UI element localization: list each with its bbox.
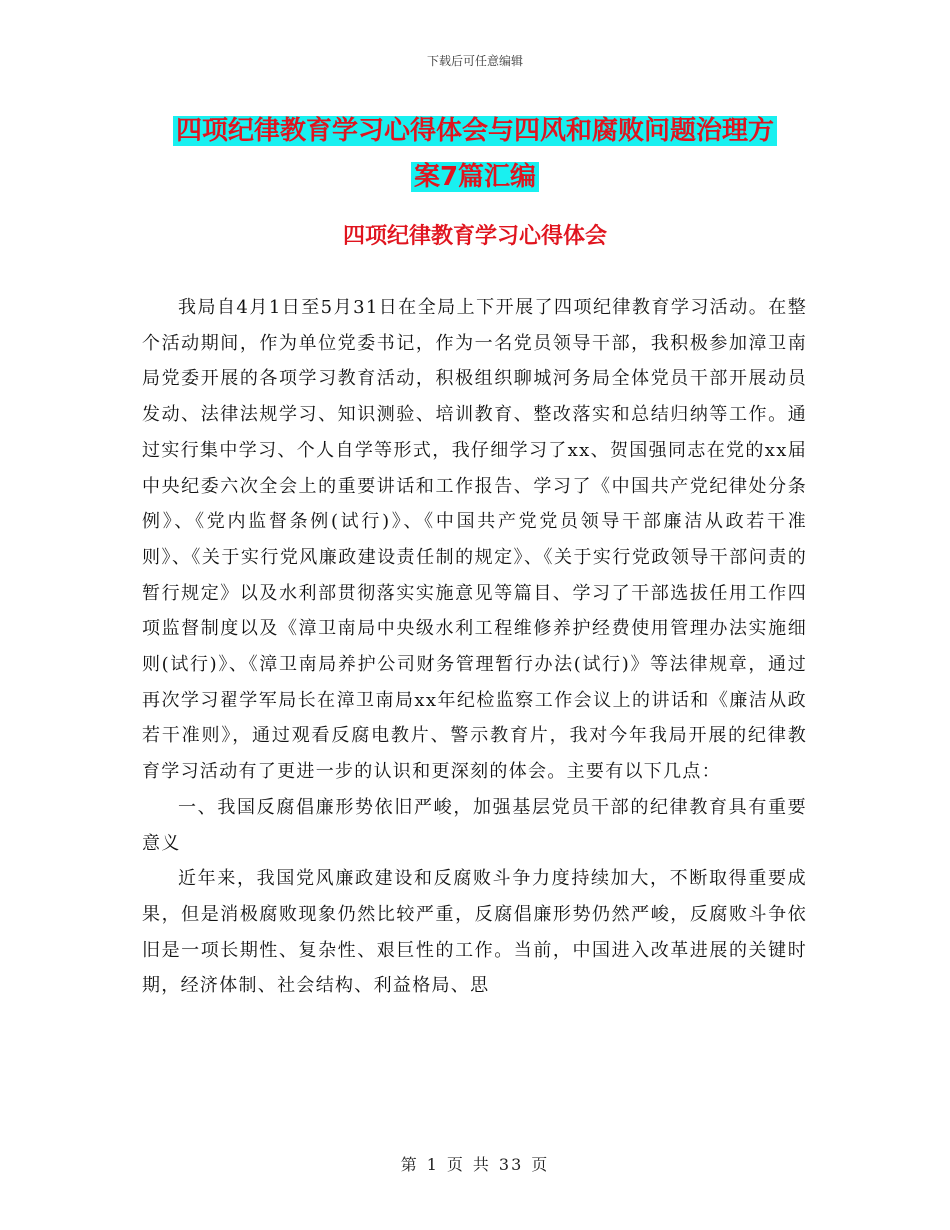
page-label-mid1: 页 — [446, 1155, 465, 1174]
document-body — [142, 290, 807, 1004]
page-current: 1 — [426, 1155, 439, 1174]
body-paragraph-heading: 一、我国反腐倡廉形势依旧严峻，加强基层党员干部的纪律教育具有重要意义 — [142, 796, 807, 854]
page-label-mid2: 共 — [472, 1155, 491, 1174]
body-paragraph: 近年来，我国党风廉政建设和反腐败斗争力度持续加大，不断取得重要成果，但是消极腐败现象仍然比较严重，反腐倡廉形势仍然严峻，反腐败斗争依旧是一项长期性、复杂性、艰巨性的工作。当前，中国进入改革进展的关键时期，经济体制、社会结构、利益格局、思 — [142, 868, 807, 997]
body-paragraph: 我局自4月1日至5月31日在全局上下开展了四项纪律教育学习活动。在整个活动期间，作为单位党委书记，作为一名党员领导干部，我积极参加漳卫南局党委开展的各项学习教育活动，积极组织聊城河务局全体党员干部开展动员发动、法律法规学习、知识测验、培训教育、整改落实和总结归纳等工作。通过实行集中学习、个人自学等形式，我仔细学习了xx、贺国强同志在党的xx届中央纪委六次全会上的重要讲话和工作报告、学习了《中国共产党纪律处分条例》、《党内监督条例(试行)》、《中国共产党党员领导干部廉洁从政若干准则》、《关于实行党风廉政建设责任制的规定》、《关于实行党政领导干部问责的暂行规定》以及水利部贯彻落实实施意见等篇目、学习了干部选拔任用工作四项监督制度以及《漳卫南局中央级水利工程维修养护经费使用管理办法实施细则(试行)》、《漳卫南局养护公司财务管理暂行办法(试行)》等法律规章，通过再次学习翟学军局长在漳卫南局xx年纪检监察工作会议上的讲话和《廉洁从政若干准则》，通过观看反腐电教片、警示教育片，我对今年我局开展的纪律教育学习活动有了更进一步的认识和更深刻的体会。主要有以下几点： — [142, 297, 807, 783]
document-title-line-2: 案7篇汇编 — [411, 162, 539, 192]
page-number-footer — [0, 1152, 950, 1175]
document-title — [120, 108, 830, 200]
header-note: 下载后可任意编辑 — [426, 54, 523, 68]
page-label-prefix: 第 — [400, 1155, 419, 1174]
section-title: 四项纪律教育学习心得体会 — [342, 224, 607, 249]
document-title-line-1: 四项纪律教育学习心得体会与四风和腐败问题治理方 — [173, 116, 777, 146]
page-label-suffix: 页 — [531, 1155, 550, 1174]
page-total: 33 — [498, 1155, 524, 1174]
